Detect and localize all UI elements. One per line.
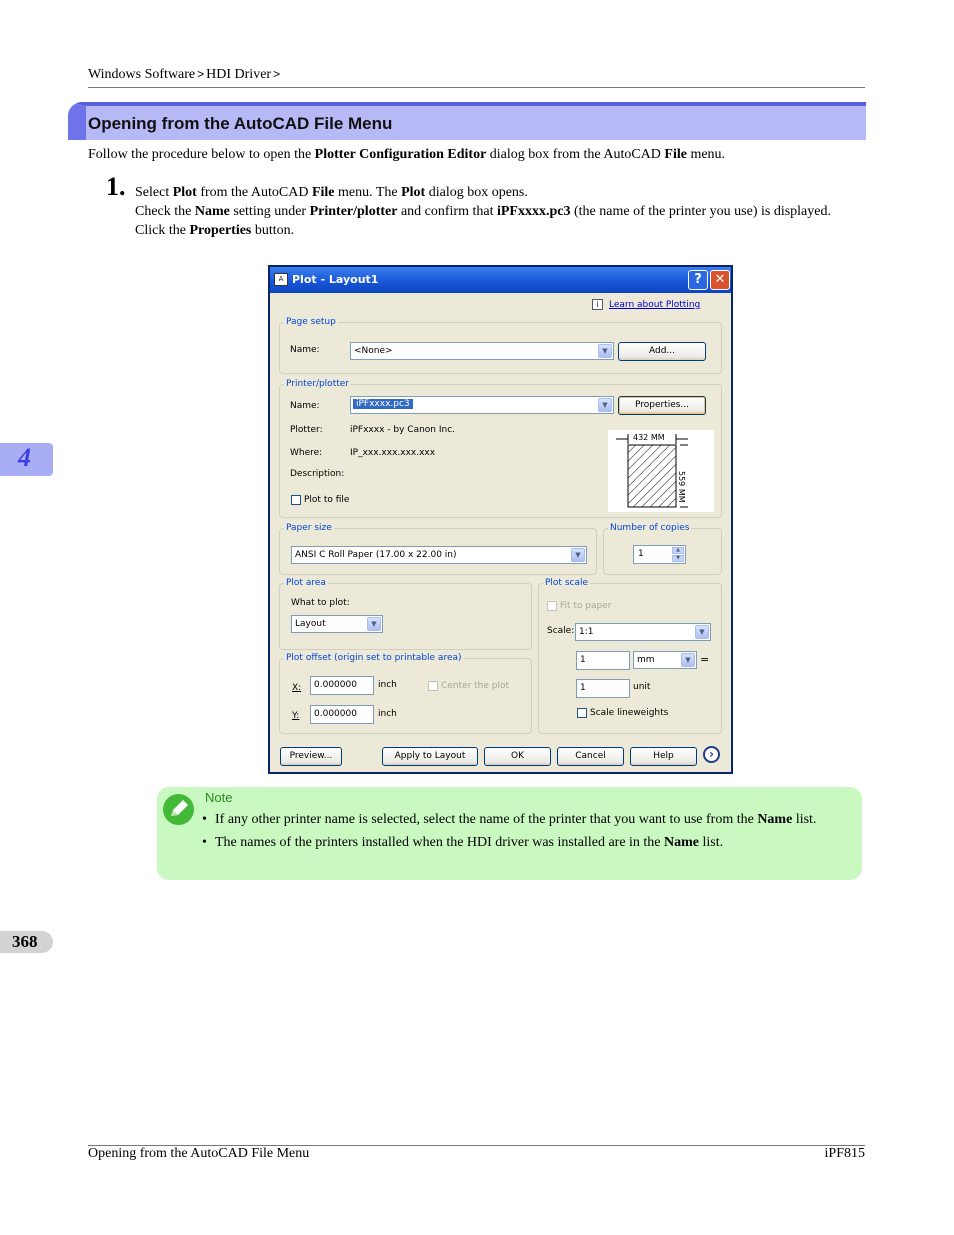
close-icon[interactable]: ✕ [710,270,730,290]
help-icon[interactable]: ? [688,270,708,290]
apply-to-layout-button[interactable]: Apply to Layout [382,747,478,766]
add-button[interactable]: Add... [618,342,706,361]
plot-to-file-label: Plot to file [304,495,350,505]
plot-scale-group [538,578,722,734]
section-title: Opening from the AutoCAD File Menu [88,114,393,133]
breadcrumb [88,67,282,83]
plot-dialog [268,265,733,774]
group-label: Plot area [286,578,326,588]
chapter-tab[interactable]: 4 [0,443,53,476]
group-label: Number of copies [610,523,690,533]
fit-to-paper-label: Fit to paper [560,601,612,611]
group-label: Page setup [286,317,336,327]
autocad-icon: A [274,273,288,286]
chevron-down-icon: ▼ [571,548,585,562]
learn-link[interactable]: Learn about Plotting [609,300,701,310]
preview-width-label: 432 MM [633,433,665,442]
x-offset-label: X: [292,683,302,693]
group-label: Plot scale [545,578,589,588]
where-value: IP_xxx.xxx.xxx.xxx [350,448,436,458]
chevron-down-icon: ▼ [367,617,381,631]
scale-unit2-label: unit [633,682,651,692]
preview-height-label: 559 MM [677,471,686,503]
y-offset-label: Y: [292,711,300,721]
chevron-down-icon: ▼ [695,625,709,639]
page-setup-group [279,317,722,374]
scale-lineweights-checkbox[interactable] [577,708,587,718]
step-line: Select Plot from the AutoCAD File menu. The Plot dialog box opens. [135,185,528,200]
center-plot-checkbox[interactable] [428,681,438,691]
what-to-plot-select[interactable]: Layout ▼ [291,615,383,633]
note-list [201,810,853,856]
section-header [68,102,866,140]
pencil-icon [163,794,194,825]
spin-down-icon[interactable]: ▼ [672,555,684,562]
breadcrumb-item[interactable]: HDI Driver [206,67,272,82]
group-label: Paper size [286,523,332,533]
printer-name-label: Name: [290,401,320,411]
spinner-buttons[interactable] [672,547,684,562]
scale-unit-select[interactable]: mm ▼ [633,651,697,669]
what-to-plot-label: What to plot: [291,598,350,608]
list-item: • The names of the printers installed when the HDI driver was installed are in the Name list. [201,833,853,852]
scale-value1-input[interactable]: 1 [576,651,630,670]
equals-sign: = [700,653,710,666]
help-button[interactable]: Help [630,747,697,766]
expand-icon[interactable]: › [703,746,720,763]
scale-lineweights-label: Scale lineweights [590,708,669,718]
chevron-down-icon: ▼ [598,398,612,412]
spin-up-icon[interactable]: ▲ [672,547,684,554]
page-setup-name-label: Name: [290,345,320,355]
step-number: 1. [106,172,126,201]
group-label: Printer/plotter [286,379,349,389]
note-box [157,787,862,880]
breadcrumb-item[interactable]: Windows Software [88,67,196,82]
scale-select[interactable]: 1:1 ▼ [575,623,711,641]
y-offset-unit: inch [378,709,397,719]
cancel-button[interactable]: Cancel [557,747,624,766]
list-item: • If any other printer name is selected, select the name of the printer that you want to use from the Name list. [201,810,853,829]
fit-to-paper-checkbox[interactable] [547,601,557,611]
where-label: Where: [290,448,323,458]
chevron-down-icon: ▼ [681,653,695,667]
header-divider [88,87,865,88]
paper-preview [608,430,714,512]
page-number-tab [0,931,53,953]
scale-value2-input[interactable]: 1 [576,679,630,698]
page-number: 368 [12,932,38,951]
step-text [135,183,866,240]
footer-model: iPF815 [824,1146,865,1161]
properties-button[interactable]: Properties... [618,396,706,415]
center-plot-label: Center the plot [441,681,510,691]
printer-name-select[interactable]: iPFxxxx.pc3 ▼ [350,396,614,414]
page-setup-name-select[interactable]: <None> ▼ [350,342,614,360]
note-title: Note [205,790,233,805]
plot-offset-group [279,653,532,734]
intro-paragraph: Follow the procedure below to open the Plotter Configuration Editor dialog box from the AutoCAD File menu. [88,147,726,162]
preview-button[interactable]: Preview... [280,747,342,766]
dialog-titlebar [270,267,731,293]
plot-area-group [279,578,532,650]
paper-preview-drawing [608,430,714,512]
description-label: Description: [290,469,345,479]
x-offset-input[interactable]: 0.000000 [310,676,374,695]
copies-spinner[interactable]: 1 ▲ ▼ [633,545,686,564]
copies-group [603,523,722,575]
breadcrumb-separator: > [197,67,205,81]
info-icon: i [592,299,603,310]
scale-label: Scale: [547,626,575,636]
paper-size-select[interactable]: ANSI C Roll Paper (17.00 x 22.00 in) ▼ [291,546,587,564]
plot-to-file-checkbox[interactable] [291,495,301,505]
y-offset-input[interactable]: 0.000000 [310,705,374,724]
ok-button[interactable]: OK [484,747,551,766]
x-offset-unit: inch [378,680,397,690]
footer-section-title: Opening from the AutoCAD File Menu [88,1146,310,1161]
step-line: Check the Name setting under Printer/plotter and confirm that iPFxxxx.pc3 (the name of the printer you use) is displayed. [135,204,831,219]
chevron-down-icon: ▼ [598,344,612,358]
plotter-label: Plotter: [290,425,323,435]
learn-about-plotting[interactable] [592,299,700,310]
paper-size-group [279,523,597,575]
dialog-title: Plot - Layout1 [292,273,379,286]
plotter-value: iPFxxxx - by Canon Inc. [350,425,456,435]
step-line: Click the Properties button. [135,223,295,238]
breadcrumb-separator: > [273,67,281,81]
group-label: Plot offset (origin set to printable area) [286,653,462,663]
